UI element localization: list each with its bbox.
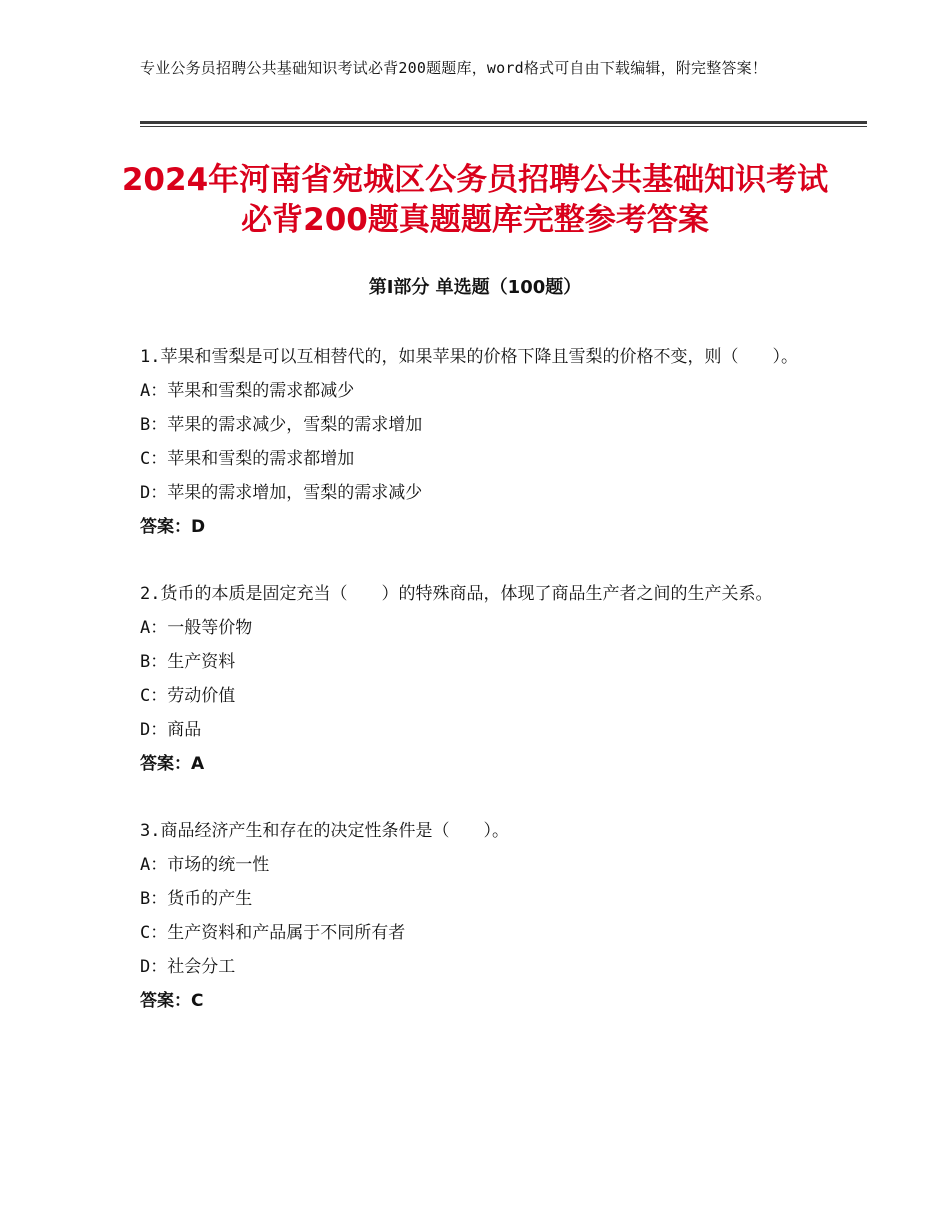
header-rule-thin — [140, 126, 867, 127]
option-b: B：货币的产生 — [140, 889, 253, 909]
option-b: B：苹果的需求减少，雪梨的需求增加 — [140, 415, 423, 435]
option-d: D：社会分工 — [140, 957, 236, 977]
option-a: A：一般等价物 — [140, 618, 253, 638]
answer: 答案：D — [140, 517, 206, 537]
question-3 — [140, 814, 820, 1018]
header-rule-thick — [140, 121, 867, 124]
option-a: A：市场的统一性 — [140, 855, 270, 875]
option-c: C：苹果和雪梨的需求都增加 — [140, 449, 355, 469]
option-a: A：苹果和雪梨的需求都减少 — [140, 381, 355, 401]
question-2 — [140, 577, 820, 781]
document-title: 2024年河南省宛城区公务员招聘公共基础知识考试必背200题真题题库完整参考答案 — [121, 162, 829, 238]
answer: 答案：C — [140, 991, 204, 1011]
section-heading: 第Ⅰ部分 单选题（100题） — [368, 277, 582, 298]
option-d: D：苹果的需求增加，雪梨的需求减少 — [140, 483, 423, 503]
answer: 答案：A — [140, 754, 205, 774]
question-stem: 2.货币的本质是固定充当（ ）的特殊商品，体现了商品生产者之间的生产关系。 — [140, 584, 773, 604]
option-d: D：商品 — [140, 720, 202, 740]
question-list — [140, 340, 820, 1051]
header-note: 专业公务员招聘公共基础知识考试必背200题题库，word格式可自由下载编辑，附完整答案！ — [140, 59, 768, 77]
option-c: C：生产资料和产品属于不同所有者 — [140, 923, 406, 943]
option-c: C：劳动价值 — [140, 686, 236, 706]
question-stem: 1.苹果和雪梨是可以互相替代的，如果苹果的价格下降且雪梨的价格不变，则（ ）。 — [140, 347, 798, 367]
option-b: B：生产资料 — [140, 652, 236, 672]
question-1 — [140, 340, 820, 544]
question-stem: 3.商品经济产生和存在的决定性条件是（ ）。 — [140, 821, 509, 841]
